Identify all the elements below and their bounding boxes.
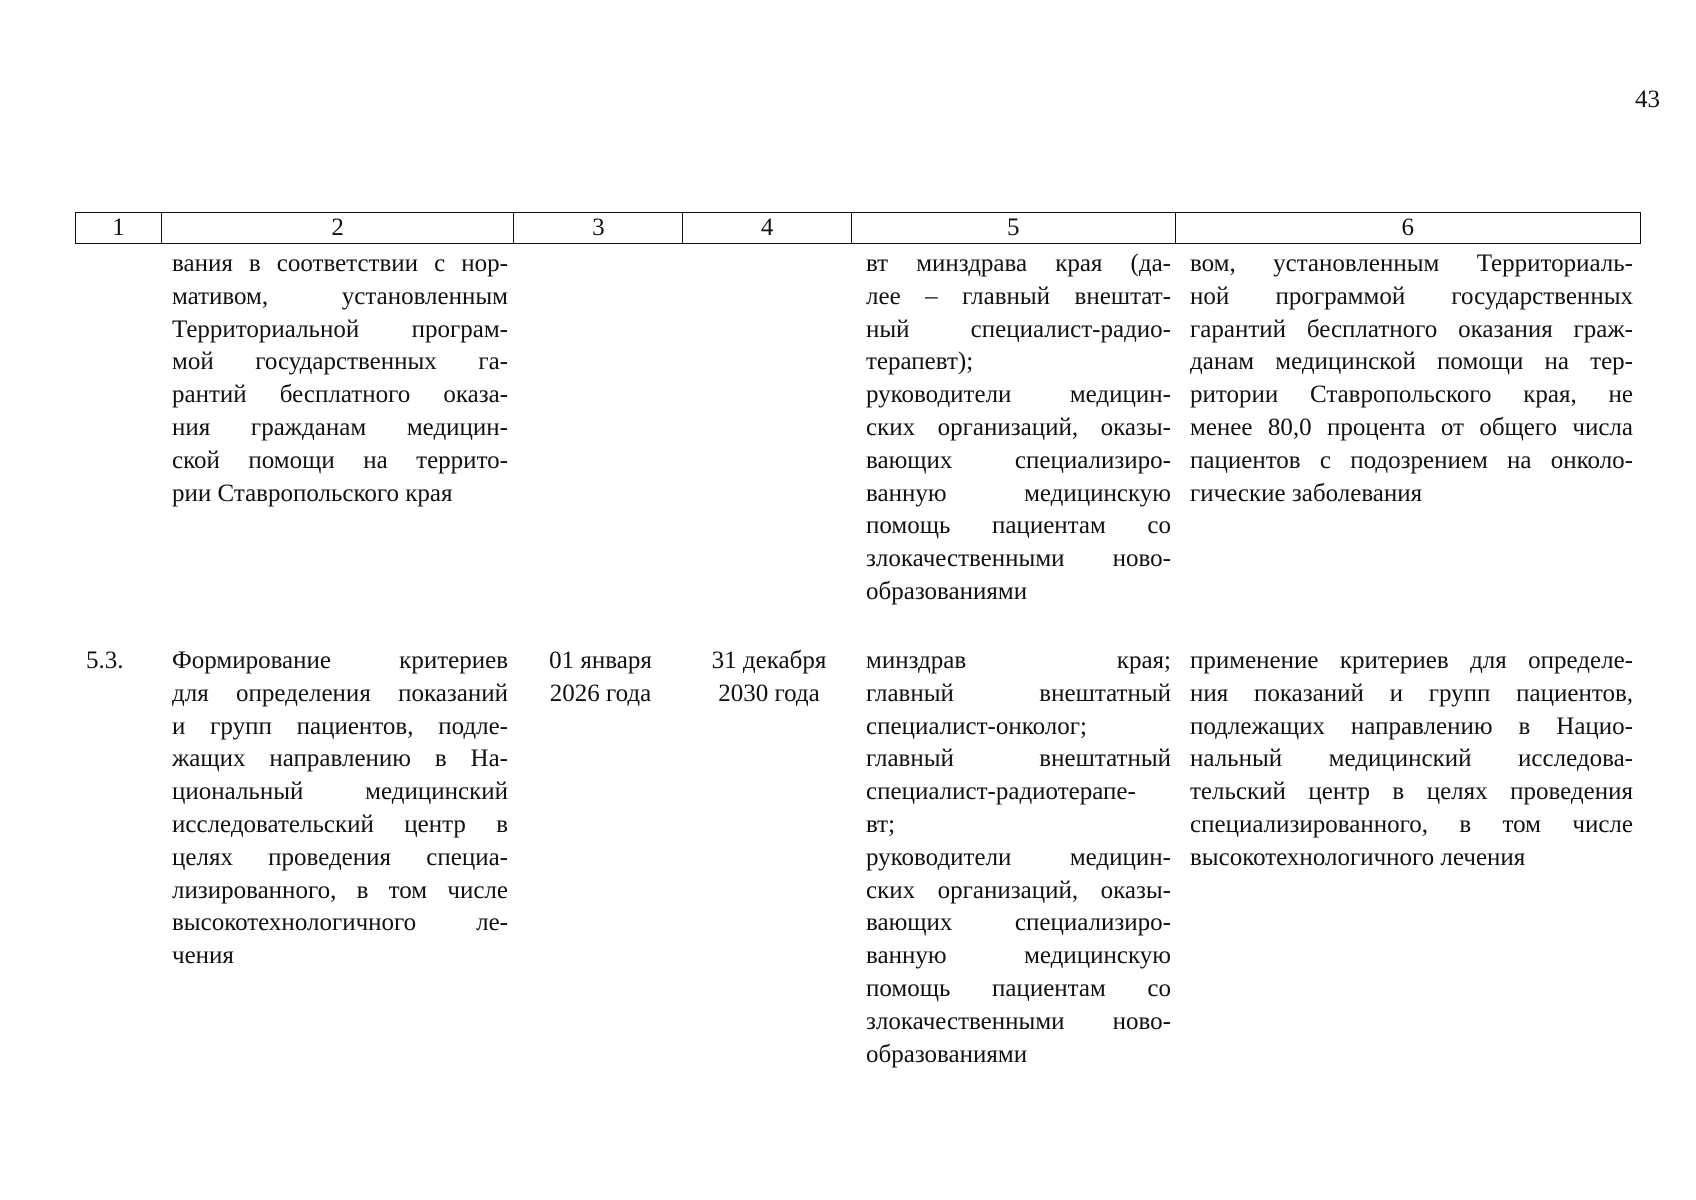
text-line: циональный медицинский: [172, 778, 508, 806]
header-col-6: 6: [1401, 214, 1415, 241]
text-line: данам медицинской помощи на тер-: [1190, 348, 1633, 376]
text-line: ной программой государственных: [1190, 282, 1633, 310]
text-line: вающих специализиро-: [866, 446, 1171, 474]
text-line: исследовательский центр в: [172, 810, 508, 838]
text-line: злокачественными ново-: [866, 1007, 1171, 1035]
text-line: ния гражданам медицин-: [172, 413, 508, 441]
text-line: жащих направлению в На-: [172, 745, 508, 773]
text-line: высокотехнологичного ле-: [172, 909, 508, 937]
text-line: терапевт);: [866, 348, 974, 376]
text-line: вт;: [866, 810, 896, 838]
row-5-3-end-date: [695, 645, 843, 711]
text-line: ских организаций, оказы-: [866, 876, 1171, 904]
row-5-3-result: [1190, 645, 1633, 875]
text-line: ванную медицинскую: [866, 942, 1171, 970]
header-col-3: 3: [514, 213, 683, 243]
text-line: специалист-онколог;: [866, 712, 1087, 740]
text-line: Формирование критериев: [172, 647, 508, 674]
continuation-col5: [866, 248, 1171, 609]
text-line: вания в соответствии с нор-: [172, 250, 508, 277]
header-col-5: 5: [852, 213, 1176, 243]
text-line: ния показаний и групп пациентов,: [1190, 679, 1633, 707]
table-header-row: [75, 212, 1641, 244]
text-line: тельский центр в целях проведения: [1190, 778, 1633, 806]
text-line: подлежащих направлению в Нацио-: [1190, 712, 1633, 740]
text-line: гические заболевания: [1190, 479, 1423, 507]
text-line: руководители медицин-: [866, 843, 1171, 871]
text-line: минздрав края;: [866, 647, 1171, 674]
text-line: гарантий бесплатного оказания граж-: [1190, 315, 1633, 343]
text-line: помощь пациентам со: [866, 512, 1171, 540]
text-line: злокачественными ново-: [866, 545, 1171, 573]
text-line: целях проведения специа-: [172, 843, 508, 871]
row-5-3-responsible: [866, 645, 1171, 1071]
row-number: 5.3.: [86, 647, 124, 674]
text-line: лизированного, в том числе: [172, 876, 508, 904]
text-line: мой государственных га-: [172, 348, 508, 376]
text-line: ритории Ставропольского края, не: [1190, 381, 1633, 409]
header-col-2: 2: [162, 213, 515, 243]
text-line: вт минздрава края (да-: [866, 250, 1171, 277]
row-5-3-measure: [172, 645, 508, 973]
text-line: 2026 года: [549, 679, 652, 707]
page-number: 43: [1635, 86, 1660, 113]
header-col-1: 1: [76, 213, 162, 243]
text-line: и групп пациентов, подле-: [172, 712, 508, 740]
text-line: ванную медицинскую: [866, 479, 1171, 507]
text-line: 2030 года: [718, 679, 820, 707]
text-line: рантий бесплатного оказа-: [172, 381, 508, 409]
text-line: образованиями: [866, 1040, 1028, 1068]
text-line: менее 80,0 процента от общего числа: [1190, 413, 1633, 441]
row-5-3-start-date: [528, 645, 673, 711]
text-line: нальный медицинский исследова-: [1190, 745, 1633, 773]
text-line: ских организаций, оказы-: [866, 413, 1171, 441]
text-line: 01 января: [549, 647, 652, 674]
text-line: образованиями: [866, 577, 1028, 605]
continuation-col6: [1190, 248, 1633, 510]
text-line: 31 декабря: [711, 647, 827, 674]
text-line: Территориальной програм-: [172, 315, 508, 343]
header-col-4: 4: [683, 213, 852, 243]
text-line: чения: [172, 942, 234, 970]
text-line: мативом, установленным: [172, 282, 508, 310]
text-line: руководители медицин-: [866, 381, 1171, 409]
text-line: высокотехнологичного лечения: [1190, 843, 1526, 871]
text-line: пациентов с подозрением на онколо-: [1190, 446, 1633, 474]
text-line: специалист-радиотерапе-: [866, 778, 1136, 806]
text-line: ской помощи на террито-: [172, 446, 508, 474]
text-line: рии Ставропольского края: [172, 479, 453, 507]
text-line: помощь пациентам со: [866, 974, 1171, 1002]
text-line: главный внештатный: [866, 745, 1171, 773]
text-line: лее – главный внештат-: [866, 282, 1171, 310]
text-line: ный специалист-радио-: [866, 315, 1171, 343]
text-line: вающих специализиро-: [866, 909, 1171, 937]
continuation-col2: [172, 248, 508, 510]
text-line: для определения показаний: [172, 679, 508, 707]
text-line: главный внештатный: [866, 679, 1171, 707]
text-line: специализированного, в том числе: [1190, 810, 1633, 838]
text-line: применение критериев для определе-: [1190, 647, 1633, 674]
text-line: вом, установленным Территориаль-: [1190, 250, 1633, 277]
